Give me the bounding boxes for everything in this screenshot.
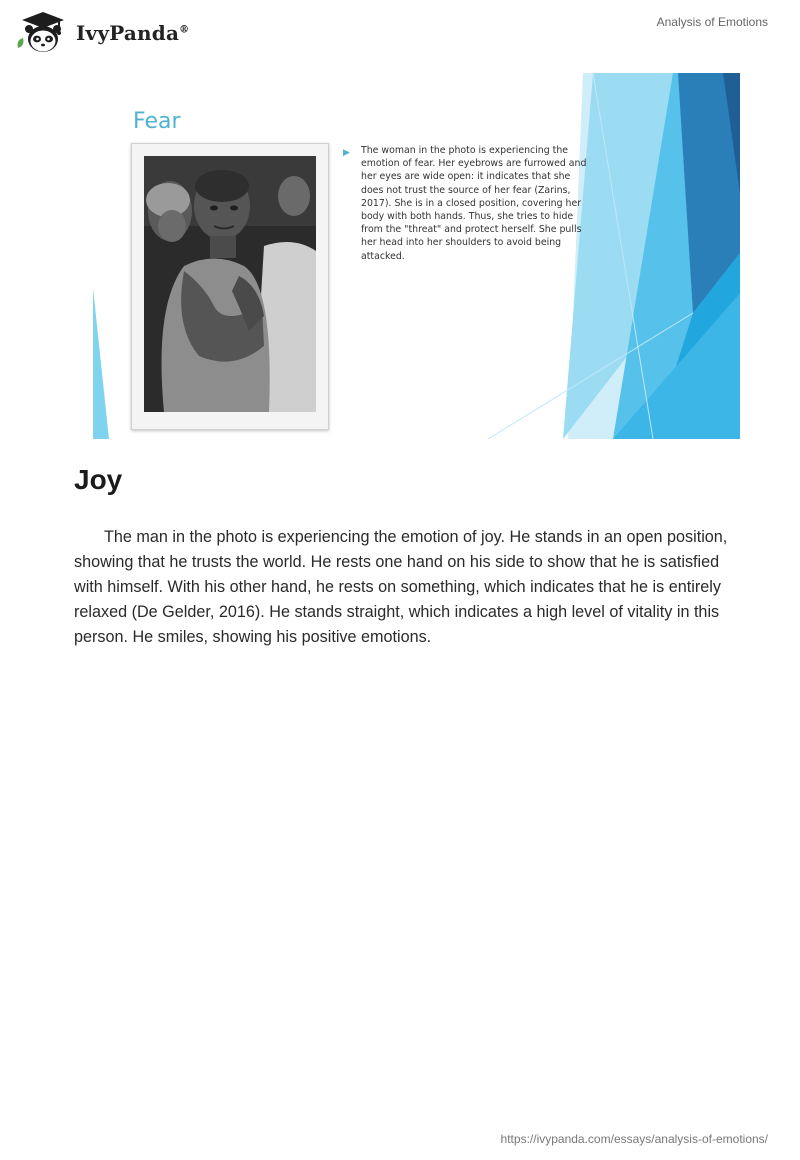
slide-title: Fear <box>133 109 181 134</box>
triangle-bullet-icon: ▶ <box>343 147 350 157</box>
ivypanda-logo[interactable] <box>14 10 189 56</box>
logo-wordmark: IvyPanda <box>76 21 180 45</box>
fear-slide-image <box>93 73 740 439</box>
footer-source-link[interactable]: https://ivypanda.com/essays/analysis-of-emotions/ <box>500 1132 768 1146</box>
panda-graduate-icon <box>14 10 72 56</box>
page-header <box>0 0 800 60</box>
section-heading-joy: Joy <box>74 464 123 495</box>
joy-paragraph: The man in the photo is experiencing the emotion of joy. He stands in an open position, showing that he trusts the world. He rests one hand on his side to show that he is satisfied with himself. With his other hand, he rests on something, which indicates that he is entirely relaxed (De Gelder, 2016). He stands straight, which indicates a high level of vitality in this person. He smiles, showing his positive emotions. <box>74 528 728 646</box>
photo-frame <box>131 143 329 430</box>
registered-mark: ® <box>179 24 190 36</box>
running-title: Analysis of Emotions <box>656 15 768 29</box>
black-white-photo-women <box>144 156 316 412</box>
slide-body-text: The woman in the photo is experiencing the emotion of fear. Her eyebrows are furrowed and her eyes are wide open: it indicates that she does not trust the source of her fear (Zarins, 2017). She is in a closed position, covering her body with both hands. Thus, she tries to hide from the "threat" and protect herself. She pulls her head into her shoulders to avoid being attacked. <box>361 145 587 262</box>
